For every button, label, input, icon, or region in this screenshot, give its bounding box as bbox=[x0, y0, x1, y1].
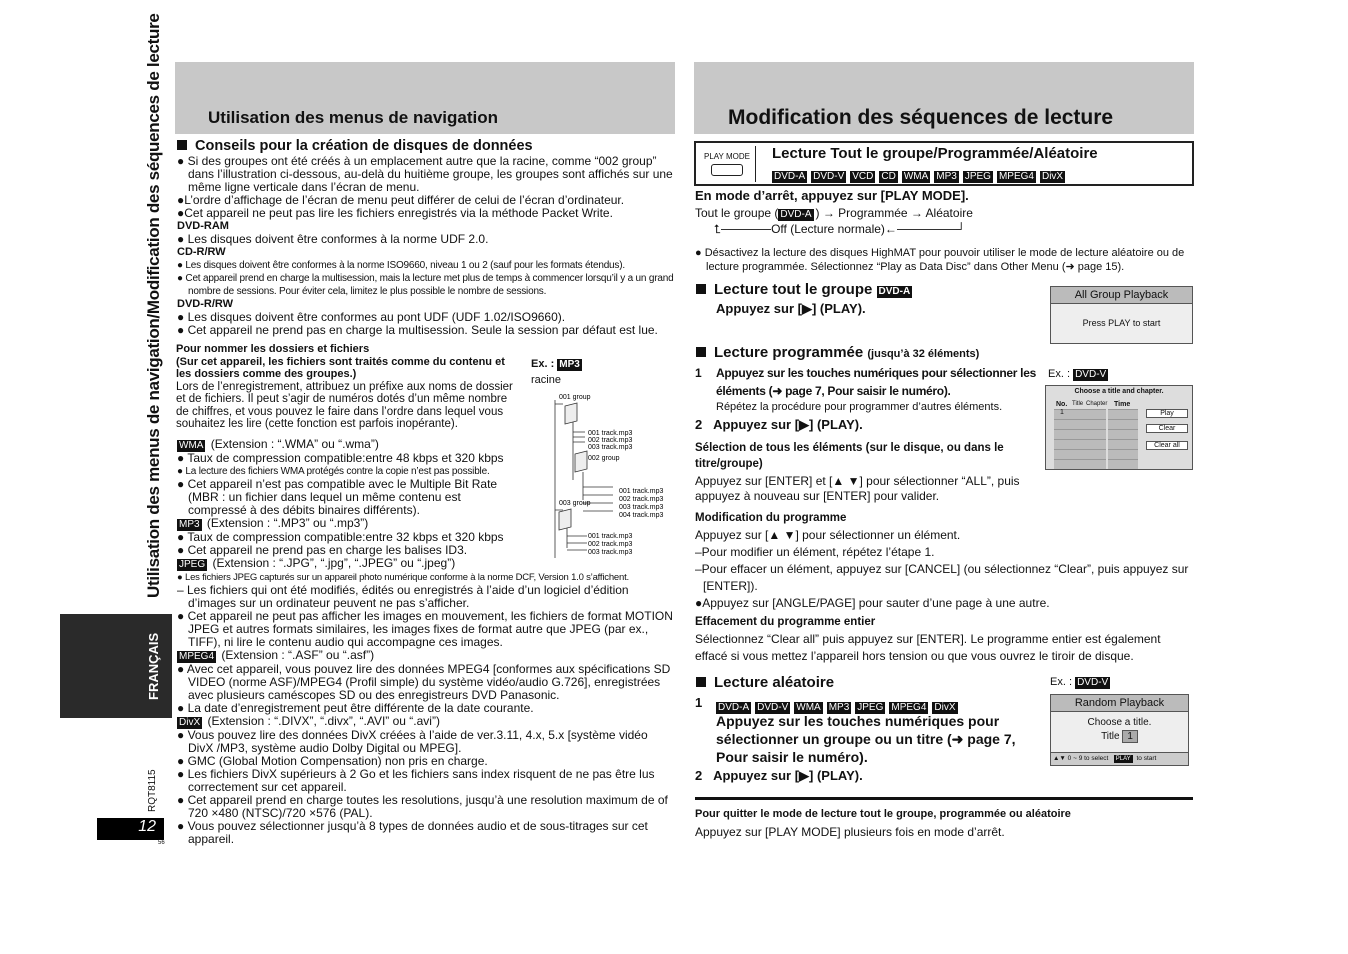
tree-track: 003 track.mp3 bbox=[619, 504, 664, 511]
random-heading: Lecture aléatoire bbox=[696, 674, 834, 691]
all-group-heading: Lecture tout le groupe DVD-A bbox=[696, 281, 914, 298]
play-mode-button-icon: PLAY MODE bbox=[699, 146, 756, 182]
tree-group2: 002 group bbox=[588, 455, 620, 462]
select-all-title: Sélection de tous les éléments (sur le disque, ou dans le titre/groupe) bbox=[695, 442, 1004, 470]
naming-block bbox=[176, 343, 521, 431]
col-chapter: Chapter bbox=[1086, 401, 1108, 407]
col-no: No. bbox=[1056, 401, 1068, 408]
quit-title: Pour quitter le mode de lecture tout le groupe, programmée ou aléatoire bbox=[695, 808, 1071, 820]
dvdram-label: DVD-RAM bbox=[177, 220, 229, 232]
format-tag: MPEG4 bbox=[998, 171, 1034, 182]
tree-track: 003 track.mp3 bbox=[588, 444, 633, 451]
modify-text: Appuyez sur [▲ ▼] pour sélectionner un élément. bbox=[695, 528, 961, 542]
tree-track: 002 track.mp3 bbox=[588, 437, 633, 444]
screen-hint: ▲▼ 0 ~ 9 to select PLAY to start bbox=[1051, 752, 1188, 765]
format-tag: MP3 bbox=[828, 702, 850, 713]
dvdrrw-label: DVD-R/RW bbox=[177, 298, 234, 310]
list-item: ● Vous pouvez sélectionner jusqu’à 8 types de données audio et de sous-titrages sur cet appareil. bbox=[177, 819, 648, 846]
format-tag: DVD-V bbox=[757, 702, 789, 713]
programmed-note: Répétez la procédure pour programmer d’autres éléments. bbox=[716, 401, 1003, 413]
mp3-tag: MP3 bbox=[179, 519, 200, 530]
section-heading bbox=[177, 138, 533, 154]
tree-track: 001 track.mp3 bbox=[588, 533, 633, 540]
format-tag: WMA bbox=[796, 702, 821, 713]
format-tag: WMA bbox=[903, 171, 929, 182]
wma-line: WMA (Extension : “.WMA” ou “.wma”) bbox=[179, 437, 379, 451]
tree-track: 001 track.mp3 bbox=[588, 430, 633, 437]
program-rows bbox=[1054, 409, 1106, 469]
row-number: 1 bbox=[1060, 409, 1064, 416]
list-item: ● Cet appareil ne peut pas afficher les images en mouvement, les fichiers de format MOTION JPEG et autres formats similaires, les images fixes de format autre que JPEG (par ex., TIFF), ni lire le contenu audio qui accompagne ces images. bbox=[177, 609, 673, 649]
screen-text: Choose a title. bbox=[1087, 717, 1152, 728]
divx-tag: DivX bbox=[179, 717, 201, 728]
format-tag: DVD-A bbox=[718, 702, 750, 713]
mode-sequence-off: ⮤ Off (Lecture normale)← ┘ bbox=[714, 222, 966, 236]
right-heading: Modification des séquences de lecture bbox=[728, 106, 1114, 129]
formats-block bbox=[177, 438, 675, 846]
cdrrw-label: CD-R/RW bbox=[177, 246, 226, 258]
divx-line: DivX (Extension : “.DIVX”, “.divx”, “.AVI” ou “.avi”) bbox=[179, 714, 440, 728]
mpeg4-line: MPEG4 (Extension : “.ASF” ou “.asf”) bbox=[179, 648, 375, 662]
screen-title-field: Title 1 bbox=[1051, 730, 1188, 743]
square-icon bbox=[177, 140, 187, 150]
screen-title: Random Playback bbox=[1051, 695, 1188, 712]
left-heading: Utilisation des menus de navigation bbox=[208, 108, 498, 127]
modify-text: Appuyez sur [ANGLE/PAGE] pour sauter d’une page à une autre. bbox=[702, 596, 1050, 610]
dvdv-tag: DVD-V bbox=[1075, 369, 1107, 380]
tree-track: 003 track.mp3 bbox=[588, 549, 633, 556]
list-item: ●L’ordre d’affichage de l’écran de menu peut différer de celui de l’écran d’ordinateur. bbox=[177, 193, 625, 207]
highmat-note: ● Désactivez la lecture des disques HighMAT pour pouvoir utiliser le mode de lecture aléatoire ou de lecture programmée. Sélectionnez “Play as Data Disc” dans Other Menu (➜ page 15). bbox=[695, 247, 1185, 273]
program-screen bbox=[1045, 385, 1193, 470]
quit-text: Appuyez sur [PLAY MODE] plusieurs fois en mode d’arrêt. bbox=[695, 825, 1005, 839]
col-title: Title bbox=[1072, 401, 1084, 407]
tree-track: 002 track.mp3 bbox=[619, 496, 664, 503]
programmed-heading: Lecture programmée (jusqu’à 32 éléments) bbox=[696, 344, 979, 361]
screen-title: All Group Playback bbox=[1051, 287, 1192, 304]
list-item: ● Les disques doivent être conformes à la norme UDF 2.0. bbox=[177, 232, 489, 246]
format-tag: MP3 bbox=[936, 171, 957, 182]
tree-group3: 003 group bbox=[559, 500, 591, 507]
list-item: ● Cet appareil ne prend pas en charge les balises ID3. bbox=[177, 543, 468, 557]
language-label: FRANÇAIS bbox=[146, 632, 161, 700]
tree-track: 004 track.mp3 bbox=[619, 512, 664, 519]
programmed-step-1: 1 Appuyez sur les touches numériques pour sélectionner les éléments (➜ page 7, Pour saisir le numéro). bbox=[695, 366, 1036, 398]
list-item: ● Cet appareil prend en charge la multisession, mais la lecture met plus de temps à commencer lorsqu’il y a un grand nombre de sessions. Pour éviter cela, limitez le plus possible le nombre de sessions. bbox=[177, 273, 674, 297]
format-tag: CD bbox=[881, 171, 896, 182]
screen-title: Choose a title and chapter. bbox=[1074, 388, 1164, 395]
format-tag: DVD-V bbox=[813, 171, 845, 182]
wma-tag: WMA bbox=[179, 440, 204, 451]
modify-title: Modification du programme bbox=[695, 512, 847, 524]
list-item: ● Les fichiers JPEG capturés sur un appareil photo numérique conforme à la norme DCF, Version 1.0 s’affichent. bbox=[177, 572, 629, 583]
clear-title: Effacement du programme entier bbox=[695, 616, 876, 628]
section-title: Conseils pour la création de disques de données bbox=[195, 138, 533, 154]
list-item: ● Les fichiers DivX supérieurs à 2 Go et les fichiers sans index risquent de ne pas être lus correctement sur cet appareil. bbox=[177, 767, 655, 794]
random-step-1-num: 1 bbox=[695, 695, 703, 710]
list-item: ● Taux de compression compatible:entre 32 kbps et 320 kbps bbox=[177, 530, 504, 544]
example-label: Ex. : MP3 bbox=[531, 358, 580, 370]
play-mode-tags bbox=[772, 166, 1069, 184]
format-tag: DivX bbox=[1041, 171, 1064, 182]
clear-text: Sélectionnez “Clear all” puis appuyez sur [ENTER]. Le programme entier est également effacé si vous mettez l’appareil hors tension ou que vous ouvrez le tiroir de disque. bbox=[695, 632, 1161, 663]
stop-mode-instruction: En mode d’arrêt, appuyez sur [PLAY MODE]. bbox=[695, 188, 969, 203]
dvda-tag: DVD-A bbox=[878, 286, 911, 297]
root-label: racine bbox=[531, 374, 561, 386]
modify-text: –Pour modifier un élément, répétez l’étape 1. bbox=[695, 545, 935, 559]
random-step-2: 2 Appuyez sur [▶] (PLAY). bbox=[695, 768, 863, 783]
list-item: ● La date d’enregistrement peut être différente de la date courante. bbox=[177, 701, 534, 715]
tree-group1: 001 group bbox=[559, 394, 591, 401]
list-item: ● Vous pouvez lire des données DivX créées à l’aide de ver.3.11, 4.x, 5.x [système vidéo DivX /MP3, système audio Dolby Digital ou MPEG]. bbox=[177, 728, 648, 755]
format-tag: MPEG4 bbox=[891, 702, 927, 713]
example2-label: Ex. : DVD-V bbox=[1048, 368, 1107, 380]
list-item: ● Avec cet appareil, vous pouvez lire des données MPEG4 [conformes aux spécifications SD VIDEO (norme ASF)/MPEG4 (Profil simple) du système vidéo/audio G.726], enregistrées avec plusieurs caméscopes SD ou des enregistreurs DVD Panasonic. bbox=[177, 662, 671, 702]
list-item: ● Cet appareil n’est pas compatible avec le Multiple Bit Rate (MBR : un fichier dans lequel un même contenu est compressé à des débits binaires différents). bbox=[177, 477, 498, 517]
naming-title: Pour nommer les dossiers et fichiers bbox=[176, 343, 370, 355]
clear-block bbox=[695, 614, 1193, 665]
clear-all-option: Clear all bbox=[1146, 441, 1188, 450]
mp3-line: MP3 (Extension : “.MP3” ou “.mp3”) bbox=[179, 516, 369, 530]
col-time: Time bbox=[1114, 401, 1131, 408]
list-item: ● GMC (Global Motion Compensation) non pris en charge. bbox=[177, 754, 488, 768]
play-mode-box bbox=[694, 141, 1194, 186]
left-top-block bbox=[177, 155, 675, 337]
screen-text: Press PLAY to start bbox=[1082, 318, 1161, 328]
list-item: ● Les disques doivent être conformes au pont UDF (UDF 1.02/ISO9660). bbox=[177, 310, 566, 324]
all-group-step: Appuyez sur [▶] (PLAY). bbox=[716, 301, 866, 316]
page-number: 12 bbox=[97, 818, 164, 840]
format-tag: DVD-A bbox=[774, 171, 806, 182]
list-item: ● Les disques doivent être conformes à la norme ISO9660, niveau 1 ou 2 (sauf pour les formats étendus). bbox=[177, 260, 625, 271]
mp3-tag: MP3 bbox=[559, 359, 580, 370]
time-rows bbox=[1108, 409, 1138, 469]
vertical-title: Utilisation des menus de navigation/Modification des séquences de lecture bbox=[144, 13, 163, 598]
play-option: Play bbox=[1146, 409, 1188, 418]
clear-option: Clear bbox=[1146, 424, 1188, 433]
select-all-text: Appuyez sur [ENTER] et [▲ ▼] pour sélectionner “ALL”, puis appuyez à nouveau sur [ENTER] pour valider. bbox=[695, 474, 1020, 503]
list-item: ●Cet appareil ne peut pas lire les fichiers enregistrés via la méthode Packet Write. bbox=[177, 206, 613, 220]
list-item: ● Cet appareil ne prend pas en charge la multisession. Seule la session par défaut est lue. bbox=[177, 323, 658, 337]
modify-text: –Pour effacer un élément, appuyez sur [CANCEL] (ou sélectionnez “Clear”, puis appuyez sur [ENTER]). bbox=[695, 562, 1189, 593]
jpeg-line: JPEG (Extension : “.JPG”, “.jpg”, “.JPEG” ou “.jpeg”) bbox=[179, 556, 456, 570]
list-item: ● La lecture des fichiers WMA protégés contre la copie n’est pas possible. bbox=[177, 466, 490, 477]
naming-subtitle: (Sur cet appareil, les fichiers sont traités comme du contenu et les dossiers comme des groupes.) bbox=[176, 355, 505, 380]
format-tag: DivX bbox=[934, 702, 956, 713]
modify-block: Modification du programme Appuyez sur [▲ ▼] pour sélectionner un élément. –Pour modifier un élément, répétez l’étape 1. –Pour effacer un élément, appuyez sur [CANCEL] (ou sélectionnez “Clear”, puis appuyez sur [ENTER]). ●Appuyez sur [ANGLE/PAGE] pour sauter d’une page à une autre. bbox=[695, 510, 1193, 612]
list-item: ● Taux de compression compatible:entre 48 kbps et 320 kbps bbox=[177, 451, 504, 465]
tree-track: 002 track.mp3 bbox=[588, 541, 633, 548]
format-tag: VCD bbox=[852, 171, 874, 182]
random-step-1: Appuyez sur les touches numériques pour sélectionner un groupe ou un titre (➜ page 7, Pour saisir le numéro). bbox=[716, 713, 1016, 765]
list-item: – Les fichiers qui ont été modifiés, édités ou enregistrés à l’aide d’un logiciel d’édition d’images sur un ordinateur peuvent ne pas s’afficher. bbox=[177, 583, 629, 610]
list-item: ● Cet appareil prend en charge toutes les resolutions, jusqu’à une resolution maximum de of 720 ×480 (NTSC)/720 ×576 (PAL). bbox=[177, 793, 668, 820]
all-group-screen bbox=[1050, 286, 1193, 344]
divider bbox=[695, 797, 1193, 800]
dvda-tag: DVD-A bbox=[780, 209, 812, 220]
mode-sequence: Tout le groupe ( DVD-A ) → Programmée → Aléatoire bbox=[695, 206, 973, 220]
dvdv-tag: DVD-V bbox=[1077, 677, 1109, 688]
programmed-step-2: 2 Appuyez sur [▶] (PLAY). bbox=[695, 417, 863, 432]
example3-label: Ex. : DVD-V bbox=[1050, 676, 1109, 688]
random-screen bbox=[1050, 694, 1189, 766]
format-tag: JPEG bbox=[964, 171, 991, 182]
format-tag: JPEG bbox=[857, 702, 884, 713]
jpeg-tag: JPEG bbox=[179, 559, 206, 570]
list-item: ● Si des groupes ont été créés à un emplacement autre que la racine, comme “002 group” dans l’illustration ci-dessous, au-delà du huitième groupe, les groupes sont affichés sur une même ligne verticale dans l’écran de menu. bbox=[177, 154, 673, 194]
page-small: 56 bbox=[158, 840, 165, 846]
doc-code: RQT8115 bbox=[147, 769, 158, 812]
tree-track: 001 track.mp3 bbox=[619, 488, 664, 495]
play-mode-title: Lecture Tout le groupe/Programmée/Aléatoire bbox=[772, 145, 1098, 162]
mpeg4-tag: MPEG4 bbox=[179, 651, 215, 662]
naming-text: Lors de l’enregistrement, attribuez un préfixe aux noms de dossier et de fichiers. Il peut s’agir de numéros dotés d’un même nombre de chiffres, et vous pouvez le faire dans l’ordre dans lequel vous souhaitez les lire (cette fonction est parfois inopérante). bbox=[176, 380, 513, 430]
